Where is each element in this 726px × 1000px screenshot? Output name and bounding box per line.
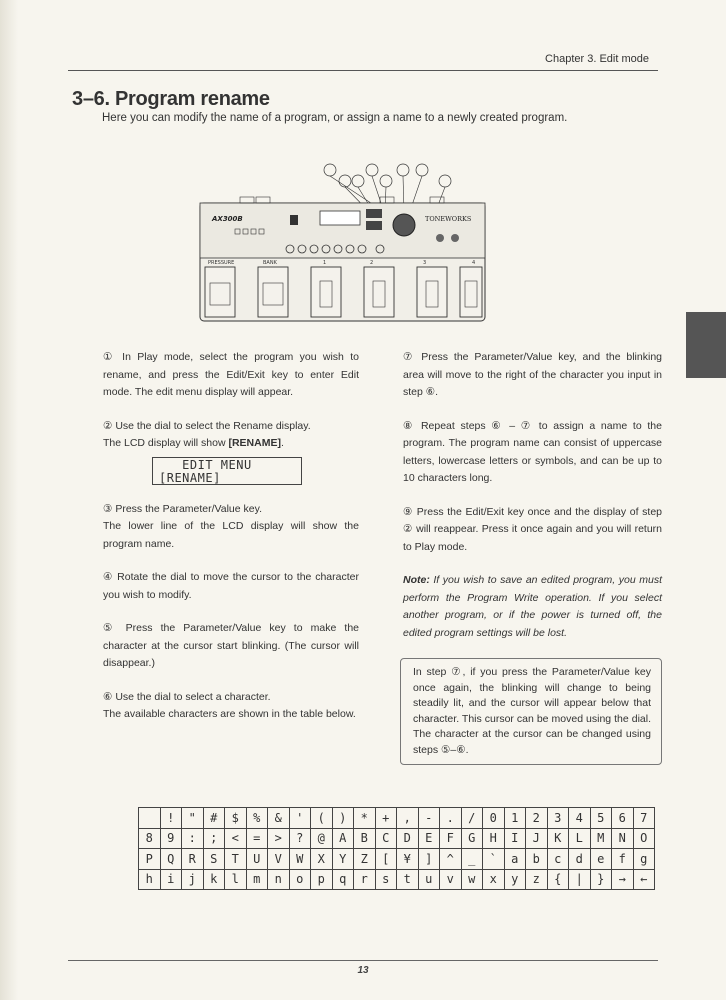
char-cell: s <box>375 869 397 890</box>
footer-rule <box>68 960 658 961</box>
note-label: Note: <box>403 574 430 586</box>
char-cell: % <box>246 808 268 829</box>
step-8: ⑧ Repeat steps ⑥ – ⑦ to assign a name to the program. The program name can consist of uppercase letters, lowercase letters or symbols, and can be up to 10 characters long. <box>403 419 662 484</box>
char-cell: u <box>418 869 440 890</box>
char-cell: 3 <box>547 808 569 829</box>
callout-5 <box>339 175 351 187</box>
svg-text:1: 1 <box>323 260 327 266</box>
char-cell: ( <box>311 808 333 829</box>
step-3-line-2: The lower line of the LCD display will show the program name. <box>103 520 359 550</box>
char-cell: - <box>418 808 440 829</box>
char-cell: L <box>569 828 591 849</box>
callout-2 <box>397 164 409 176</box>
char-cell: : <box>182 828 204 849</box>
char-cell: B <box>354 828 376 849</box>
step-9: ⑨ Press the Edit/Exit key once and the display of step ② will reappear. Press it once again and you will return to Play mode. <box>403 505 662 553</box>
char-cell: k <box>203 869 225 890</box>
char-cell: @ <box>311 828 333 849</box>
char-cell: j <box>182 869 204 890</box>
parameter-value-key <box>366 221 382 230</box>
char-cell: t <box>397 869 419 890</box>
lcd-display <box>152 457 302 485</box>
char-cell: O <box>633 828 655 849</box>
char-cell: ^ <box>440 849 462 870</box>
char-cell: A <box>332 828 354 849</box>
char-cell: M <box>590 828 612 849</box>
char-cell: , <box>397 808 419 829</box>
callout-1 <box>366 164 378 176</box>
char-cell: ) <box>332 808 354 829</box>
steps-right-column <box>403 349 662 765</box>
char-cell: ? <box>289 828 311 849</box>
char-cell: e <box>590 849 612 870</box>
char-cell: w <box>461 869 483 890</box>
char-cell: 2 <box>526 808 548 829</box>
step-6-line-2: The available characters are shown in the table below. <box>103 708 356 720</box>
char-cell: " <box>182 808 204 829</box>
char-cell: _ <box>461 849 483 870</box>
callout-6 <box>439 175 451 187</box>
lcd-window <box>320 211 360 225</box>
char-cell: h <box>139 869 161 890</box>
svg-text:PRESSURE: PRESSURE <box>208 260 235 266</box>
bank-pedal <box>258 267 288 317</box>
char-cell: U <box>246 849 268 870</box>
char-cell: c <box>547 849 569 870</box>
char-cell: ← <box>633 869 655 890</box>
tip-box: In step ⑦, if you press the Parameter/Value key once again, the blinking will change to being steadily lit, and the cursor will appear below that character. This cursor can be moved using the dial. The character at the cursor can be changed using steps ⑤–⑥. <box>400 658 662 765</box>
step-2-line-2: The LCD display will show [RENAME]. <box>103 437 284 449</box>
char-cell: q <box>332 869 354 890</box>
char-cell: # <box>203 808 225 829</box>
step-2-line-1: ② Use the dial to select the Rename display. <box>103 419 311 432</box>
brand-label: TONEWORKS <box>425 215 472 223</box>
callout-7 <box>352 175 364 187</box>
char-cell: ` <box>483 849 505 870</box>
char-cell: | <box>569 869 591 890</box>
char-cell: H <box>483 828 505 849</box>
char-cell: { <box>547 869 569 890</box>
step-3-line-1: ③ Press the Parameter/Value key. <box>103 502 263 515</box>
device-illustration <box>190 163 495 323</box>
char-cell: d <box>569 849 591 870</box>
char-cell: Z <box>354 849 376 870</box>
char-cell: v <box>440 869 462 890</box>
pedal-4 <box>460 267 482 317</box>
char-cell: i <box>160 869 182 890</box>
char-cell: g <box>633 849 655 870</box>
char-cell: r <box>354 869 376 890</box>
char-cell: D <box>397 828 419 849</box>
char-cell: T <box>225 849 247 870</box>
step-6-line-1: ⑥ Use the dial to select a character. <box>103 690 271 703</box>
char-cell: 9 <box>160 828 182 849</box>
char-cell: E <box>418 828 440 849</box>
svg-text:2: 2 <box>370 260 374 266</box>
lcd-line-1: EDIT MENU <box>159 457 252 472</box>
char-cell: z <box>526 869 548 890</box>
char-cell: b <box>526 849 548 870</box>
lcd-line-2: [RENAME] <box>159 470 221 485</box>
svg-text:4: 4 <box>472 260 476 266</box>
dial <box>393 214 415 236</box>
char-cell: ¥ <box>397 849 419 870</box>
svg-text:3: 3 <box>423 260 427 266</box>
char-cell: C <box>375 828 397 849</box>
edit-exit-key <box>366 209 382 218</box>
pedal-1 <box>311 267 341 317</box>
chapter-label: Chapter 3. Edit mode <box>545 53 649 65</box>
steps-left-column <box>103 349 359 740</box>
char-cell: K <box>547 828 569 849</box>
char-cell: f <box>612 849 634 870</box>
callout-4 <box>416 164 428 176</box>
callout-3 <box>324 164 336 176</box>
char-cell: + <box>375 808 397 829</box>
char-cell: 5 <box>590 808 612 829</box>
char-cell: 4 <box>569 808 591 829</box>
char-cell: I <box>504 828 526 849</box>
char-cell: ! <box>160 808 182 829</box>
char-cell: p <box>311 869 333 890</box>
char-cell: N <box>612 828 634 849</box>
model-label: AX300B <box>212 215 243 223</box>
char-cell: F <box>440 828 462 849</box>
char-cell: S <box>203 849 225 870</box>
char-cell: * <box>354 808 376 829</box>
char-table-row <box>139 869 655 890</box>
char-cell: G <box>461 828 483 849</box>
char-cell: / <box>461 808 483 829</box>
char-cell: → <box>612 869 634 890</box>
page-number: 13 <box>357 965 369 976</box>
character-table <box>138 807 655 890</box>
pedal-3 <box>417 267 447 317</box>
step-1: ① In Play mode, select the program you wish to rename, and press the Edit/Exit key to enter Edit mode. The edit menu display will appear. <box>103 351 359 398</box>
step-4: ④ Rotate the dial to move the cursor to the character you wish to modify. <box>103 571 359 601</box>
callout-9 <box>380 175 392 187</box>
char-cell: 6 <box>612 808 634 829</box>
char-cell: Q <box>160 849 182 870</box>
step-5: ⑤ Press the Parameter/Value key to make the character at the cursor start blinking. (The cursor will disappear.) <box>103 622 359 669</box>
char-cell: & <box>268 808 290 829</box>
char-cell: X <box>311 849 333 870</box>
char-cell: > <box>268 828 290 849</box>
char-cell: . <box>440 808 462 829</box>
char-cell: J <box>526 828 548 849</box>
char-cell: Y <box>332 849 354 870</box>
binding-edge <box>0 0 18 1000</box>
char-cell: P <box>139 849 161 870</box>
char-cell: $ <box>225 808 247 829</box>
char-cell: ] <box>418 849 440 870</box>
header-rule <box>68 70 658 71</box>
char-cell: W <box>289 849 311 870</box>
char-cell: a <box>504 849 526 870</box>
char-cell: R <box>182 849 204 870</box>
page-title: 3–6. Program rename <box>72 88 270 110</box>
char-cell: [ <box>375 849 397 870</box>
char-cell: x <box>483 869 505 890</box>
step-7: ⑦ Press the Parameter/Value key, and the blinking area will move to the right of the character you input in step ⑥. <box>403 351 662 398</box>
svg-text:BANK: BANK <box>263 260 277 266</box>
char-cell: = <box>246 828 268 849</box>
char-cell: o <box>289 869 311 890</box>
char-cell: n <box>268 869 290 890</box>
char-cell: ' <box>289 808 311 829</box>
char-cell: 1 <box>504 808 526 829</box>
intro-text: Here you can modify the name of a program, or assign a name to a newly created program. <box>102 112 568 124</box>
char-cell: 8 <box>139 828 161 849</box>
char-table-row <box>139 808 655 829</box>
char-cell: l <box>225 869 247 890</box>
char-cell: } <box>590 869 612 890</box>
char-cell <box>139 808 161 829</box>
note-text: If you wish to save an edited program, you must perform the Program Write operation. If you select another program, or if the power is turned off, the edited program settings will be lost. <box>403 574 662 639</box>
section-tab <box>686 312 726 378</box>
char-table-row <box>139 828 655 849</box>
char-table-row <box>139 849 655 870</box>
pressure-pedal <box>205 267 235 317</box>
char-cell: m <box>246 869 268 890</box>
pedal-2 <box>364 267 394 317</box>
char-cell: V <box>268 849 290 870</box>
char-cell: y <box>504 869 526 890</box>
char-cell: 7 <box>633 808 655 829</box>
char-cell: ; <box>203 828 225 849</box>
char-cell: 0 <box>483 808 505 829</box>
note <box>403 572 662 642</box>
char-cell: < <box>225 828 247 849</box>
